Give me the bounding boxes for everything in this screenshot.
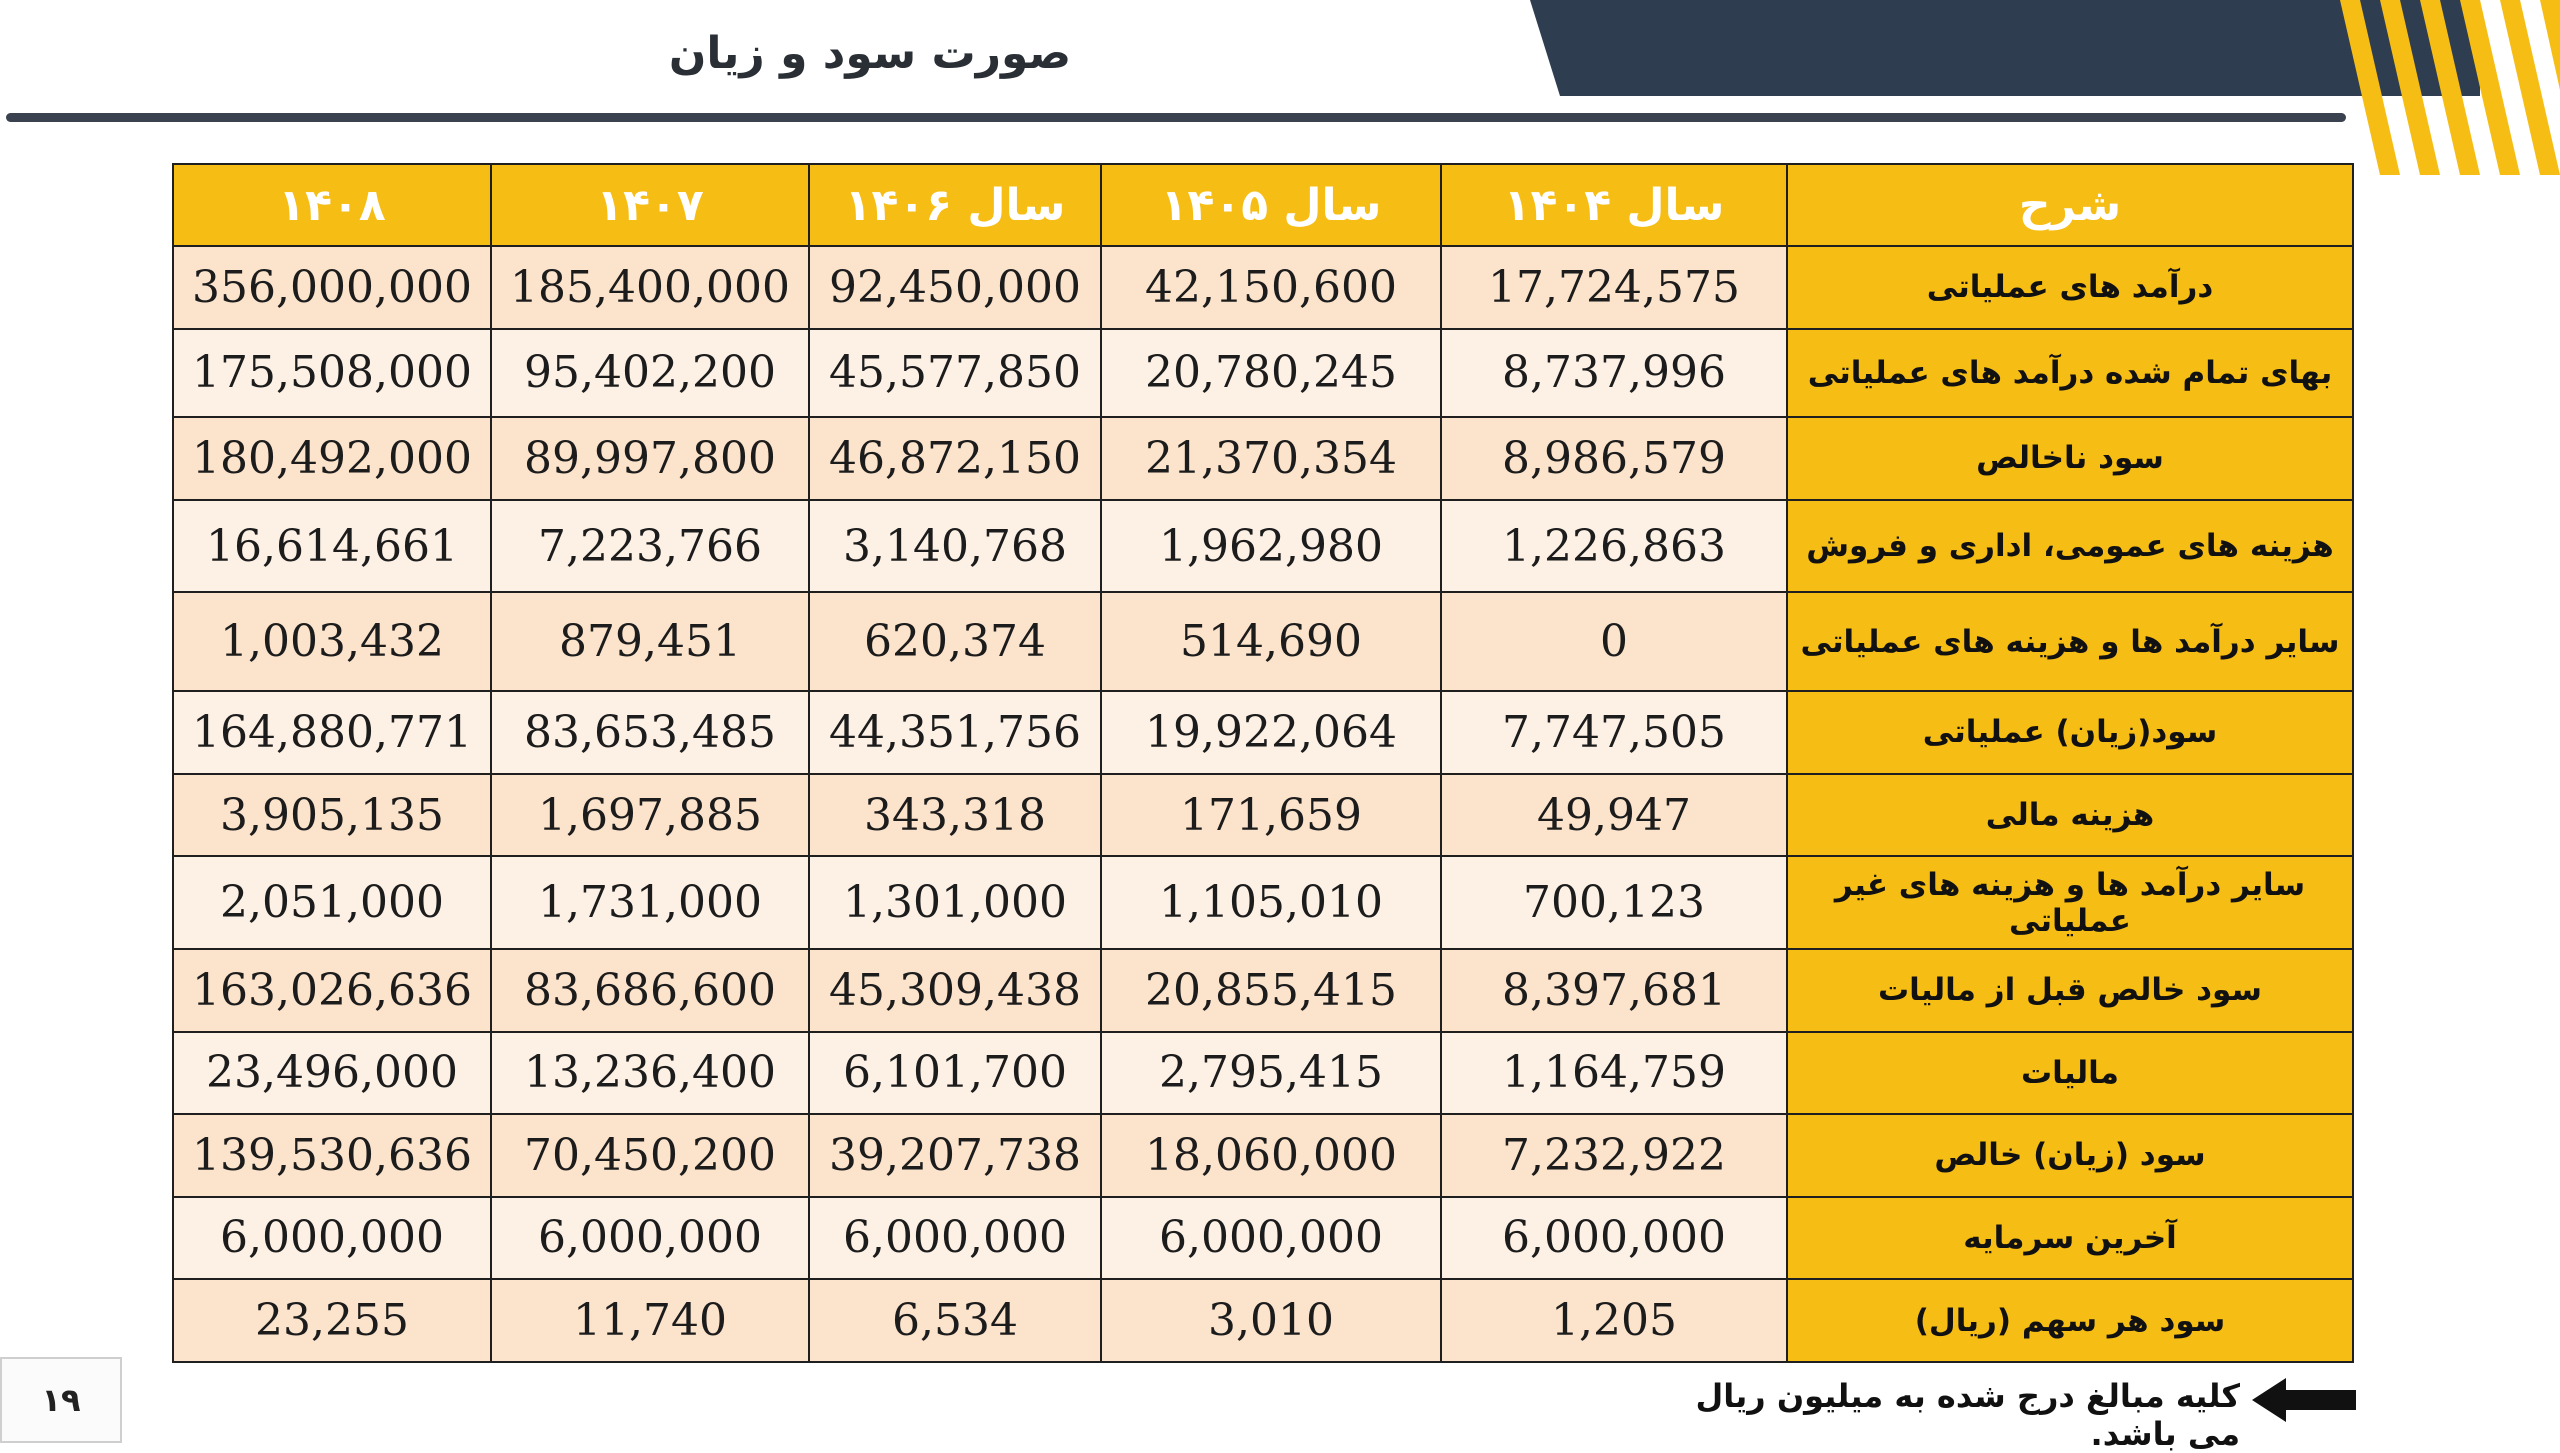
value-cell: 1,697,885 [491,774,809,857]
value-cell: 8,737,996 [1441,329,1787,418]
header-stripes-decoration [2300,0,2560,175]
value-cell: 139,530,636 [173,1114,491,1197]
value-cell: 39,207,738 [809,1114,1101,1197]
header-year-1406: سال ۱۴۰۶ [809,164,1101,246]
row-label: هزینه مالی [1787,774,2353,857]
table-row [173,1114,2353,1197]
value-cell: 46,872,150 [809,417,1101,500]
header-year-1405: سال ۱۴۰۵ [1101,164,1441,246]
value-cell: 83,653,485 [491,691,809,774]
value-cell: 1,003,432 [173,592,491,691]
header-year-1407: ۱۴۰۷ [491,164,809,246]
row-label: مالیات [1787,1032,2353,1115]
arrow-left-icon [2252,1378,2356,1422]
table-row [173,329,2353,418]
value-cell: 1,105,010 [1101,856,1441,949]
value-cell: 6,000,000 [173,1197,491,1280]
page-number: ۱۹ [0,1357,122,1443]
table-row [173,246,2353,329]
value-cell: 70,450,200 [491,1114,809,1197]
value-cell: 13,236,400 [491,1032,809,1115]
row-label: سایر درآمد ها و هزینه های عملیاتی [1787,592,2353,691]
value-cell: 49,947 [1441,774,1787,857]
table-row [173,500,2353,593]
value-cell: 17,724,575 [1441,246,1787,329]
value-cell: 44,351,756 [809,691,1101,774]
table-row [173,691,2353,774]
value-cell: 1,731,000 [491,856,809,949]
value-cell: 16,614,661 [173,500,491,593]
value-cell: 6,000,000 [491,1197,809,1280]
value-cell: 171,659 [1101,774,1441,857]
table-row [173,856,2353,949]
value-cell: 1,164,759 [1441,1032,1787,1115]
value-cell: 2,051,000 [173,856,491,949]
value-cell: 95,402,200 [491,329,809,418]
value-cell: 164,880,771 [173,691,491,774]
table-header-row [173,164,2353,246]
table-row [173,1197,2353,1280]
value-cell: 700,123 [1441,856,1787,949]
value-cell: 6,000,000 [1441,1197,1787,1280]
value-cell: 23,255 [173,1279,491,1362]
page-title: صورت سود و زیان [668,28,1072,79]
header-year-1408: ۱۴۰۸ [173,164,491,246]
value-cell: 3,140,768 [809,500,1101,593]
row-label: درآمد های عملیاتی [1787,246,2353,329]
value-cell: 6,000,000 [809,1197,1101,1280]
value-cell: 175,508,000 [173,329,491,418]
table-row [173,592,2353,691]
value-cell: 3,010 [1101,1279,1441,1362]
value-cell: 92,450,000 [809,246,1101,329]
value-cell: 21,370,354 [1101,417,1441,500]
income-statement-table [172,163,2354,1363]
table-row [173,949,2353,1032]
value-cell: 1,962,980 [1101,500,1441,593]
value-cell: 8,986,579 [1441,417,1787,500]
value-cell: 514,690 [1101,592,1441,691]
table-row [173,1279,2353,1362]
value-cell: 89,997,800 [491,417,809,500]
value-cell: 620,374 [809,592,1101,691]
value-cell: 6,534 [809,1279,1101,1362]
value-cell: 1,226,863 [1441,500,1787,593]
table-row [173,417,2353,500]
value-cell: 7,747,505 [1441,691,1787,774]
value-cell: 3,905,135 [173,774,491,857]
value-cell: 2,795,415 [1101,1032,1441,1115]
row-label: سود خالص قبل از مالیات [1787,949,2353,1032]
row-label: سود ناخالص [1787,417,2353,500]
row-label: سود (زیان) خالص [1787,1114,2353,1197]
value-cell: 6,000,000 [1101,1197,1441,1280]
value-cell: 185,400,000 [491,246,809,329]
table-row [173,1032,2353,1115]
row-label: هزینه های عمومی، اداری و فروش [1787,500,2353,593]
value-cell: 356,000,000 [173,246,491,329]
value-cell: 42,150,600 [1101,246,1441,329]
row-label: سایر درآمد ها و هزینه های غیر عملیاتی [1787,856,2353,949]
value-cell: 19,922,064 [1101,691,1441,774]
value-cell: 1,301,000 [809,856,1101,949]
row-label: سود(زیان) عملیاتی [1787,691,2353,774]
row-label: سود هر سهم (ریال) [1787,1279,2353,1362]
title-underline [6,113,2346,122]
value-cell: 20,855,415 [1101,949,1441,1032]
header-year-1404: سال ۱۴۰۴ [1441,164,1787,246]
value-cell: 0 [1441,592,1787,691]
value-cell: 23,496,000 [173,1032,491,1115]
value-cell: 11,740 [491,1279,809,1362]
value-cell: 18,060,000 [1101,1114,1441,1197]
value-cell: 45,309,438 [809,949,1101,1032]
header-description: شرح [1787,164,2353,246]
table-row [173,774,2353,857]
value-cell: 20,780,245 [1101,329,1441,418]
value-cell: 180,492,000 [173,417,491,500]
value-cell: 879,451 [491,592,809,691]
footnote-text: کلیه مبالغ درج شده به میلیون ریال می باشد. [1695,1377,2240,1453]
row-label: آخرین سرمایه [1787,1197,2353,1280]
row-label: بهای تمام شده درآمد های عملیاتی [1787,329,2353,418]
value-cell: 8,397,681 [1441,949,1787,1032]
value-cell: 45,577,850 [809,329,1101,418]
value-cell: 7,232,922 [1441,1114,1787,1197]
value-cell: 7,223,766 [491,500,809,593]
value-cell: 83,686,600 [491,949,809,1032]
value-cell: 6,101,700 [809,1032,1101,1115]
value-cell: 343,318 [809,774,1101,857]
value-cell: 1,205 [1441,1279,1787,1362]
value-cell: 163,026,636 [173,949,491,1032]
